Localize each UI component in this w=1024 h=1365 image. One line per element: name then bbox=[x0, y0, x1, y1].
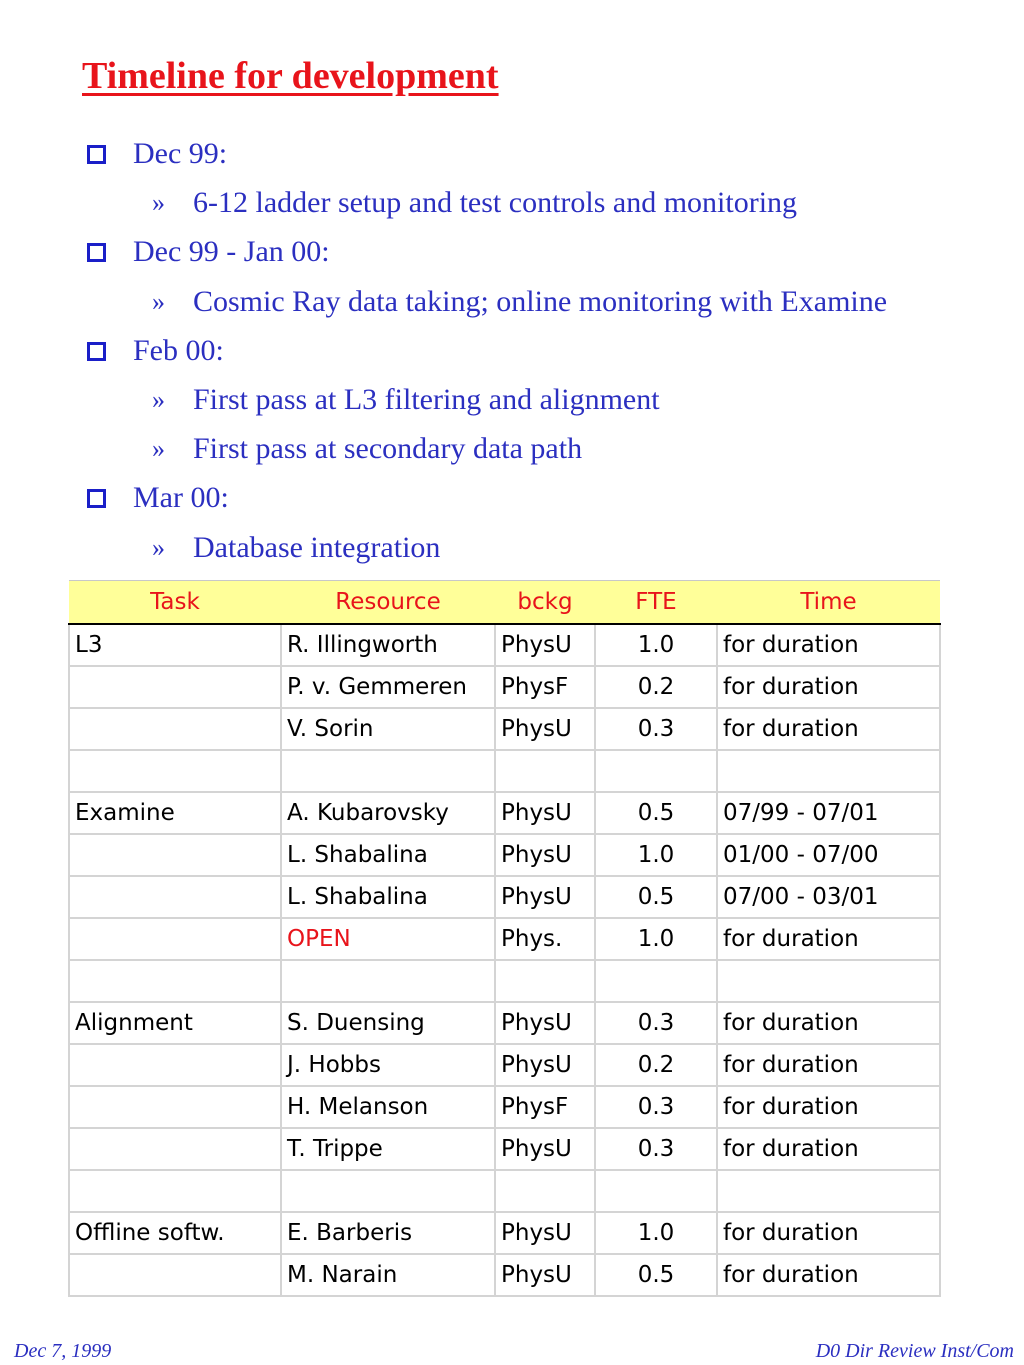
sub-bullet-text: 6-12 ladder setup and test controls and monitoring bbox=[193, 186, 798, 220]
cell-fte bbox=[595, 750, 717, 792]
cell-resource: M. Narain bbox=[281, 1254, 495, 1296]
cell-bckg: PhysU bbox=[495, 792, 595, 834]
cell-fte: 0.3 bbox=[595, 1128, 717, 1170]
cell-resource: J. Hobbs bbox=[281, 1044, 495, 1086]
cell-task bbox=[69, 1170, 281, 1212]
cell-fte: 0.5 bbox=[595, 792, 717, 834]
header-time: Time bbox=[717, 581, 940, 625]
cell-time: 01/00 - 07/00 bbox=[717, 834, 940, 876]
table-row bbox=[69, 1170, 940, 1212]
cell-fte: 0.2 bbox=[595, 666, 717, 708]
cell-time: 07/00 - 03/01 bbox=[717, 876, 940, 918]
table-row bbox=[69, 960, 940, 1002]
square-bullet-icon bbox=[87, 489, 106, 508]
sub-bullet-text: First pass at L3 filtering and alignment bbox=[193, 383, 660, 416]
table-row bbox=[69, 834, 940, 876]
cell-resource: L. Shabalina bbox=[281, 876, 495, 918]
cell-bckg: PhysU bbox=[495, 1002, 595, 1044]
cell-time: for duration bbox=[717, 1044, 940, 1086]
cell-bckg: PhysU bbox=[495, 1128, 595, 1170]
cell-bckg bbox=[495, 750, 595, 792]
sub-bullet-text: First pass at secondary data path bbox=[193, 432, 583, 466]
table-row bbox=[69, 1086, 940, 1128]
cell-fte bbox=[595, 1170, 717, 1212]
table-row bbox=[69, 624, 940, 666]
table-row bbox=[69, 1044, 940, 1086]
cell-fte: 0.5 bbox=[595, 876, 717, 918]
cell-fte bbox=[595, 960, 717, 1002]
cell-task bbox=[69, 1044, 281, 1086]
cell-time: for duration bbox=[717, 666, 940, 708]
cell-task bbox=[69, 876, 281, 918]
cell-task bbox=[69, 960, 281, 1002]
cell-task: Examine bbox=[69, 792, 281, 834]
cell-task bbox=[69, 1254, 281, 1296]
cell-resource bbox=[281, 1170, 495, 1212]
table-row bbox=[69, 666, 940, 708]
cell-resource: P. v. Gemmeren bbox=[281, 666, 495, 708]
table-body bbox=[69, 624, 940, 1296]
cell-bckg bbox=[495, 960, 595, 1002]
cell-resource: OPEN bbox=[281, 918, 495, 960]
cell-fte: 1.0 bbox=[595, 624, 717, 666]
cell-time: for duration bbox=[717, 624, 940, 666]
sub-bullet-text: Cosmic Ray data taking; online monitoring with Examine bbox=[193, 284, 888, 318]
table-row bbox=[69, 750, 940, 792]
table-row bbox=[69, 918, 940, 960]
footer-event: D0 Dir Review Inst/Com bbox=[815, 1340, 1014, 1362]
cell-time: for duration bbox=[717, 1128, 940, 1170]
cell-time: for duration bbox=[717, 918, 940, 960]
cell-time bbox=[717, 750, 940, 792]
cell-bckg: Phys. bbox=[495, 918, 595, 960]
header-fte: FTE bbox=[595, 581, 717, 625]
square-bullet-icon bbox=[87, 243, 106, 262]
cell-bckg: PhysU bbox=[495, 708, 595, 750]
sub-bullet-marker: » bbox=[152, 385, 165, 414]
cell-time: for duration bbox=[717, 1212, 940, 1254]
cell-resource: S. Duensing bbox=[281, 1002, 495, 1044]
cell-bckg bbox=[495, 1170, 595, 1212]
square-bullet-icon bbox=[87, 342, 106, 361]
cell-fte: 0.2 bbox=[595, 1044, 717, 1086]
cell-fte: 0.5 bbox=[595, 1254, 717, 1296]
cell-bckg: PhysU bbox=[495, 624, 595, 666]
cell-fte: 0.3 bbox=[595, 1086, 717, 1128]
table-row bbox=[69, 1002, 940, 1044]
cell-resource bbox=[281, 960, 495, 1002]
cell-bckg: PhysU bbox=[495, 1044, 595, 1086]
cell-bckg: PhysU bbox=[495, 834, 595, 876]
cell-task bbox=[69, 750, 281, 792]
cell-bckg: PhysU bbox=[495, 1212, 595, 1254]
cell-task: Offline softw. bbox=[69, 1212, 281, 1254]
cell-fte: 0.3 bbox=[595, 708, 717, 750]
cell-resource: H. Melanson bbox=[281, 1086, 495, 1128]
cell-resource: E. Barberis bbox=[281, 1212, 495, 1254]
cell-time bbox=[717, 1170, 940, 1212]
sub-bullet-marker: » bbox=[152, 532, 165, 562]
cell-task bbox=[69, 708, 281, 750]
header-bckg: bckg bbox=[495, 581, 595, 625]
footer-date: Dec 7, 1999 bbox=[14, 1340, 112, 1362]
cell-time: for duration bbox=[717, 1254, 940, 1296]
cell-resource: A. Kubarovsky bbox=[281, 792, 495, 834]
table-row bbox=[69, 708, 940, 750]
cell-fte: 1.0 bbox=[595, 834, 717, 876]
cell-task bbox=[69, 1086, 281, 1128]
cell-bckg: PhysU bbox=[495, 1254, 595, 1296]
cell-fte: 1.0 bbox=[595, 918, 717, 960]
header-resource: Resource bbox=[281, 581, 495, 625]
cell-time: 07/99 - 07/01 bbox=[717, 792, 940, 834]
bullet-label: Dec 99 - Jan 00: bbox=[133, 235, 330, 269]
table-row bbox=[69, 792, 940, 834]
cell-time: for duration bbox=[717, 1002, 940, 1044]
cell-fte: 0.3 bbox=[595, 1002, 717, 1044]
sub-bullet-marker: » bbox=[152, 286, 165, 316]
page-title: Timeline for development bbox=[82, 55, 499, 97]
cell-bckg: PhysU bbox=[495, 876, 595, 918]
sub-bullet-marker: » bbox=[152, 434, 165, 464]
cell-task bbox=[69, 666, 281, 708]
cell-time bbox=[717, 960, 940, 1002]
sub-bullet-text: Database integration bbox=[193, 530, 441, 564]
cell-fte: 1.0 bbox=[595, 1212, 717, 1254]
sub-bullet-marker: » bbox=[152, 188, 165, 218]
cell-task bbox=[69, 834, 281, 876]
square-bullet-icon bbox=[87, 145, 106, 164]
cell-time: for duration bbox=[717, 708, 940, 750]
bullet-label: Dec 99: bbox=[133, 137, 228, 170]
table-row bbox=[69, 1128, 940, 1170]
cell-resource: L. Shabalina bbox=[281, 834, 495, 876]
cell-task: L3 bbox=[69, 624, 281, 666]
header-task: Task bbox=[69, 581, 281, 625]
cell-task: Alignment bbox=[69, 1002, 281, 1044]
table-row bbox=[69, 1212, 940, 1254]
table-header-row bbox=[69, 581, 940, 625]
cell-resource: R. Illingworth bbox=[281, 624, 495, 666]
table-row bbox=[69, 1254, 940, 1296]
cell-task bbox=[69, 1128, 281, 1170]
staffing-table bbox=[68, 580, 941, 1297]
bullet-label: Mar 00: bbox=[133, 481, 229, 515]
bullet-label: Feb 00: bbox=[133, 333, 224, 367]
cell-resource bbox=[281, 750, 495, 792]
cell-resource: T. Trippe bbox=[281, 1128, 495, 1170]
cell-resource: V. Sorin bbox=[281, 708, 495, 750]
cell-time: for duration bbox=[717, 1086, 940, 1128]
cell-bckg: PhysF bbox=[495, 666, 595, 708]
cell-task bbox=[69, 918, 281, 960]
table-row bbox=[69, 876, 940, 918]
cell-bckg: PhysF bbox=[495, 1086, 595, 1128]
